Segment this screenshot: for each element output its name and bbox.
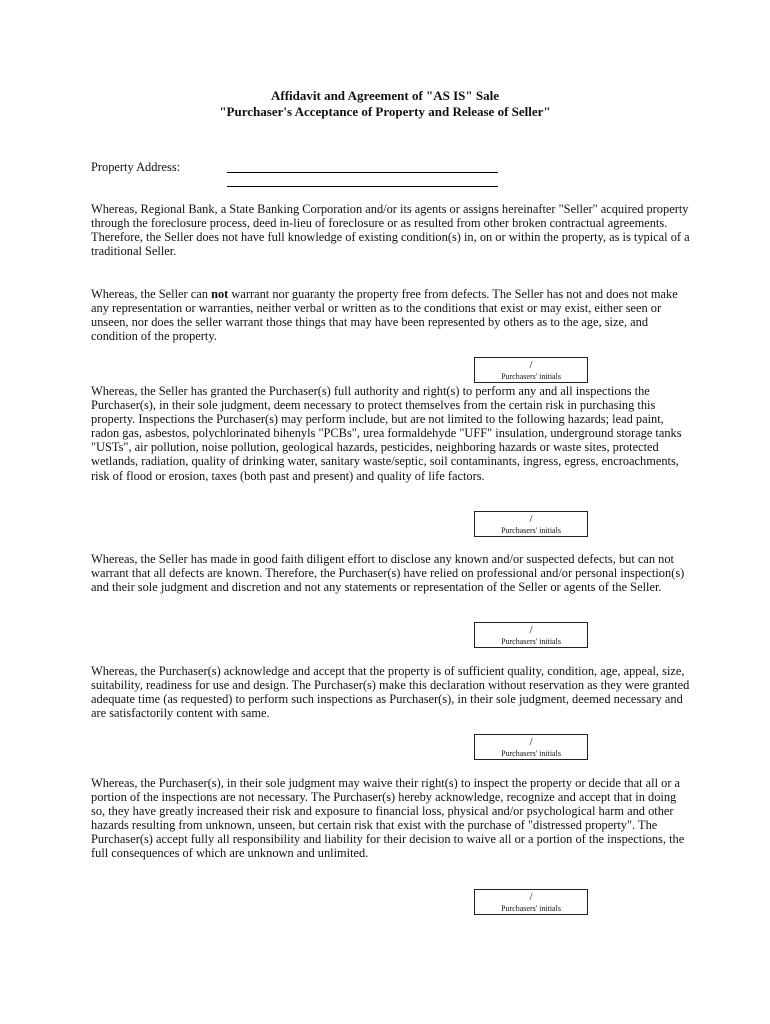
paragraph-waiver: Whereas, the Purchaser(s), in their sole judgment may waive their right(s) to inspect the property or decide that all or a portion of the inspections are not necessary. The Purchaser(s) hereby acknowledge, recognize and accept that in doing so, they have greatly increased their risk and exposure to financial loss, physical and/or psychological harm and other hazards resulting from unknown, unseen, but certain risk that exist with the purchase of "distressed property". The Purchaser(s) accept fully all responsibility and liability for their decision to waive all or a portion of the inspections, the full consequences of which are unknown and unlimited. <box>91 776 685 861</box>
property-address-line-2[interactable] <box>227 186 498 187</box>
initials-slash: / <box>529 736 533 748</box>
paragraph-no-warranty <box>91 287 691 343</box>
paragraph-no-warranty-post: warrant nor guaranty the property free from defects. The Seller has not and does not make any representation or warranties, neither verbal or written as to the conditions that exist or may exist, either seen or unseen, nor does the seller warrant those things that may have been represented by others as to the age, size, and condition of the property. <box>91 287 678 344</box>
paragraph-inspection-authority: Whereas, the Seller has granted the Purchaser(s) full authority and right(s) to perform any and all inspections the Purchaser(s), in their sole judgment, deem necessary to protect themselves from the certain risk in purchasing this property. Inspections the Purchaser(s) may perform include, but are not limited to the following hazards; lead paint, radon gas, asbestos, polychlorinated bihenyls "PCBs", urea formaldehyde "UFF" insulation, underground storage tanks "USTs", air pollution, noise pollution, geological hazards, pesticides, neighboring hazards or waste sites, protected wetlands, radiation, quality of drinking water, sanitary waste/septic, soil contaminants, ingress, egress, encroachments, risk of flood or erosion, taxes (both past and present) and quality of life factors. <box>91 384 682 483</box>
document-subtitle: "Purchaser's Acceptance of Property and Release of Seller" <box>219 104 551 119</box>
initials-caption: Purchasers' initials <box>501 749 561 758</box>
initials-box-3[interactable] <box>474 622 588 648</box>
initials-slash: / <box>529 624 533 636</box>
initials-box-2[interactable] <box>474 511 588 537</box>
initials-slash: / <box>529 891 533 903</box>
initials-box-1[interactable] <box>474 357 588 383</box>
property-address-label: Property Address: <box>91 160 181 174</box>
paragraph-no-warranty-bold: not <box>211 287 229 301</box>
property-address-line-1[interactable] <box>227 172 498 173</box>
paragraph-good-faith-disclosure: Whereas, the Seller has made in good faith diligent effort to disclose any known and/or suspected defects, but can not warrant that all defects are known. Therefore, the Purchaser(s) have relied on professional and/or personal inspection(s) and their sole judgment and discretion and not any statements or representation of the Seller or agents of the Seller. <box>91 552 685 595</box>
paragraph-seller-acquisition: Whereas, Regional Bank, a State Banking Corporation and/or its agents or assigns hereinafter "Seller" acquired property through the foreclosure process, deed in-lieu of foreclosure or as resulted from other broken contractual agreements. Therefore, the Seller does not have full knowledge of existing condition(s) in, on or within the property, as is typical of a traditional Seller. <box>91 202 690 259</box>
initials-caption: Purchasers' initials <box>501 526 561 535</box>
initials-caption: Purchasers' initials <box>501 637 561 646</box>
initials-box-4[interactable] <box>474 734 588 760</box>
paragraph-acceptance: Whereas, the Purchaser(s) acknowledge and accept that the property is of sufficient quality, condition, age, appeal, size, suitability, readiness for use and design. The Purchaser(s) make this declaration without reservation as they were granted adequate time (as requested) to perform such inspections as Purchaser(s), in their sole judgment, deemed necessary and are satisfactorily content with same. <box>91 664 690 721</box>
initials-slash: / <box>529 359 533 371</box>
initials-slash: / <box>529 513 533 525</box>
initials-caption: Purchasers' initials <box>501 372 561 381</box>
initials-box-5[interactable] <box>474 889 588 915</box>
document-title: Affidavit and Agreement of "AS IS" Sale <box>271 88 499 103</box>
paragraph-no-warranty-pre: Whereas, the Seller can <box>91 287 212 301</box>
initials-caption: Purchasers' initials <box>501 904 561 913</box>
